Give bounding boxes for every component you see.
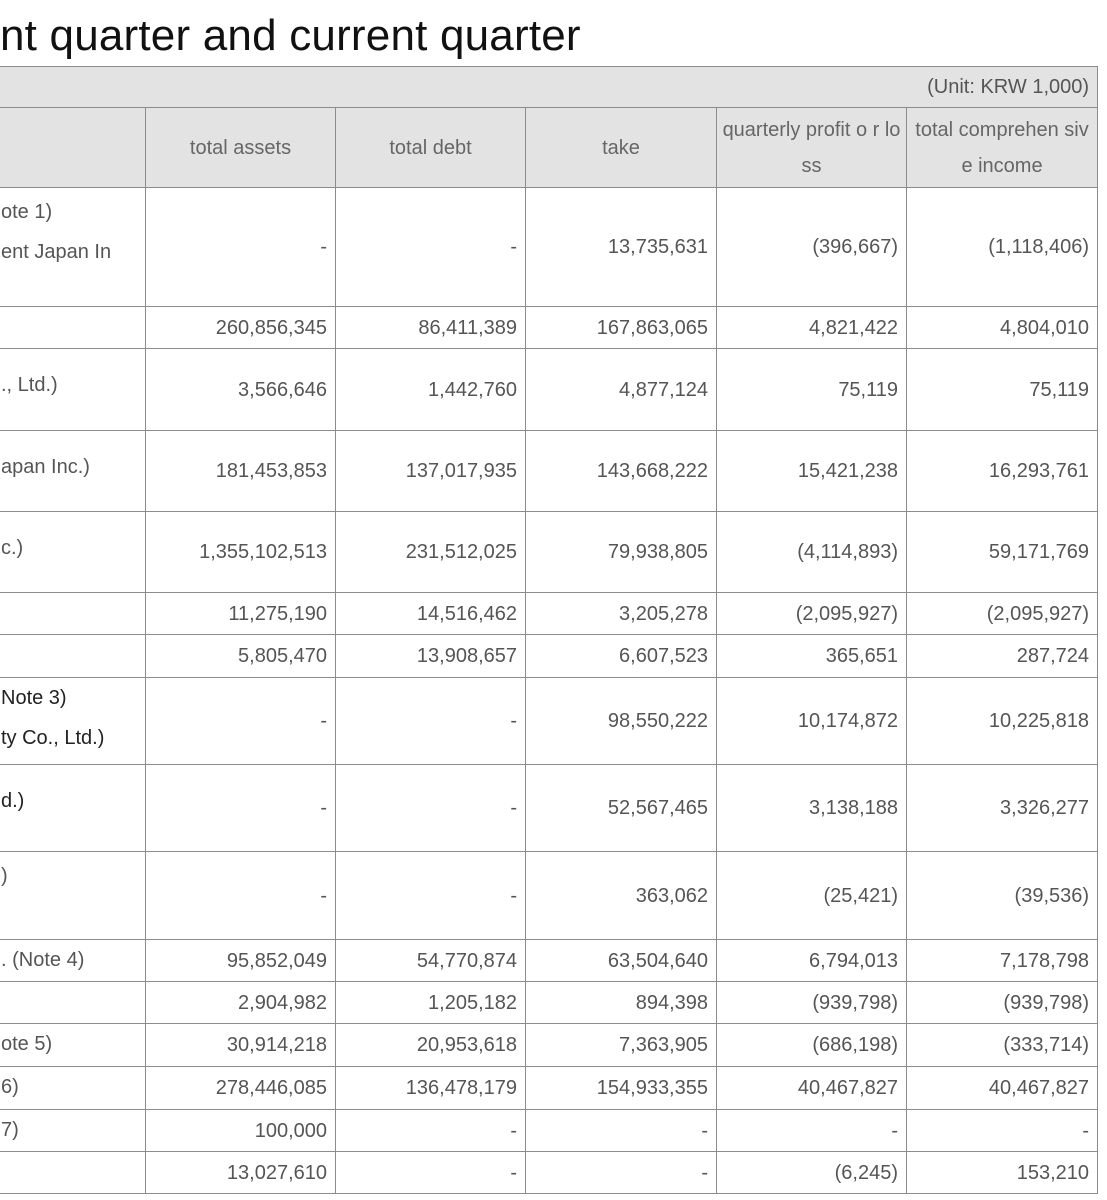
profit-cell: 3,138,188	[717, 765, 907, 852]
company-name-cell	[0, 982, 146, 1024]
financial-table	[0, 66, 1098, 1194]
profit-cell: 40,467,827	[717, 1067, 907, 1110]
header-name	[0, 108, 146, 188]
table-row	[0, 982, 1098, 1024]
profit-cell: (396,667)	[717, 188, 907, 307]
company-name-cell: ., Ltd.)	[0, 349, 146, 431]
take-cell: 6,607,523	[526, 635, 717, 678]
table-row	[0, 678, 1098, 765]
comprehensive-income-cell: 16,293,761	[907, 431, 1098, 512]
total-assets-cell: -	[146, 765, 336, 852]
table-row	[0, 512, 1098, 593]
table-row	[0, 765, 1098, 852]
total-assets-cell: 260,856,345	[146, 307, 336, 349]
comprehensive-income-cell: 287,724	[907, 635, 1098, 678]
total-debt-cell: 136,478,179	[336, 1067, 526, 1110]
total-assets-cell: 11,275,190	[146, 593, 336, 635]
profit-cell: (939,798)	[717, 982, 907, 1024]
company-name-cell	[0, 1152, 146, 1194]
comprehensive-income-cell: (939,798)	[907, 982, 1098, 1024]
total-debt-cell: -	[336, 1110, 526, 1152]
take-cell: 154,933,355	[526, 1067, 717, 1110]
comprehensive-income-cell: 10,225,818	[907, 678, 1098, 765]
total-debt-cell: 1,442,760	[336, 349, 526, 431]
table-row	[0, 1152, 1098, 1194]
total-assets-cell: 1,355,102,513	[146, 512, 336, 593]
company-name-cell: c.)	[0, 512, 146, 593]
company-name-cell: d.)	[0, 765, 146, 852]
company-name-cell: 7)	[0, 1110, 146, 1152]
company-name-cell: . (Note 4)	[0, 940, 146, 982]
take-cell: 363,062	[526, 852, 717, 940]
table-row	[0, 852, 1098, 940]
total-debt-cell: 1,205,182	[336, 982, 526, 1024]
total-assets-cell: 278,446,085	[146, 1067, 336, 1110]
company-name-cell: apan Inc.)	[0, 431, 146, 512]
take-cell: 98,550,222	[526, 678, 717, 765]
table-row	[0, 307, 1098, 349]
profit-cell: (2,095,927)	[717, 593, 907, 635]
total-assets-cell: -	[146, 678, 336, 765]
company-name-cell: 6)	[0, 1067, 146, 1110]
comprehensive-income-cell: 40,467,827	[907, 1067, 1098, 1110]
header-take: take	[526, 108, 717, 188]
header-total-assets: total assets	[146, 108, 336, 188]
take-cell: 52,567,465	[526, 765, 717, 852]
profit-cell: 6,794,013	[717, 940, 907, 982]
company-name-cell	[0, 593, 146, 635]
unit-row	[0, 67, 1098, 108]
profit-cell: 75,119	[717, 349, 907, 431]
take-cell: 79,938,805	[526, 512, 717, 593]
company-name-cell: Note 3) ty Co., Ltd.)	[0, 678, 146, 765]
comprehensive-income-cell: 153,210	[907, 1152, 1098, 1194]
total-assets-cell: 13,027,610	[146, 1152, 336, 1194]
profit-cell: (25,421)	[717, 852, 907, 940]
take-cell: 13,735,631	[526, 188, 717, 307]
header-row	[0, 108, 1098, 188]
profit-cell: (4,114,893)	[717, 512, 907, 593]
total-debt-cell: -	[336, 188, 526, 307]
total-debt-cell: 20,953,618	[336, 1024, 526, 1067]
total-assets-cell: 181,453,853	[146, 431, 336, 512]
profit-cell: (6,245)	[717, 1152, 907, 1194]
total-debt-cell: 86,411,389	[336, 307, 526, 349]
header-quarterly-profit: quarterly profit o r loss	[717, 108, 907, 188]
header-total-debt: total debt	[336, 108, 526, 188]
company-name-cell: ote 1) ent Japan In	[0, 188, 146, 307]
comprehensive-income-cell: (39,536)	[907, 852, 1098, 940]
total-debt-cell: 14,516,462	[336, 593, 526, 635]
profit-cell: 10,174,872	[717, 678, 907, 765]
total-assets-cell: 100,000	[146, 1110, 336, 1152]
total-assets-cell: 5,805,470	[146, 635, 336, 678]
take-cell: 167,863,065	[526, 307, 717, 349]
total-assets-cell: 3,566,646	[146, 349, 336, 431]
total-assets-cell: 2,904,982	[146, 982, 336, 1024]
header-total-comprehensive-income: total comprehen sive income	[907, 108, 1098, 188]
table-row	[0, 593, 1098, 635]
total-debt-cell: 54,770,874	[336, 940, 526, 982]
comprehensive-income-cell: 3,326,277	[907, 765, 1098, 852]
total-assets-cell: 95,852,049	[146, 940, 336, 982]
take-cell: -	[526, 1110, 717, 1152]
comprehensive-income-cell: 4,804,010	[907, 307, 1098, 349]
profit-cell: (686,198)	[717, 1024, 907, 1067]
comprehensive-income-cell: 7,178,798	[907, 940, 1098, 982]
comprehensive-income-cell: (2,095,927)	[907, 593, 1098, 635]
total-debt-cell: -	[336, 678, 526, 765]
unit-label: (Unit: KRW 1,000)	[0, 67, 1098, 108]
profit-cell: 4,821,422	[717, 307, 907, 349]
page-title: nt quarter and current quarter	[0, 11, 581, 60]
take-cell: 894,398	[526, 982, 717, 1024]
take-cell: 63,504,640	[526, 940, 717, 982]
comprehensive-income-cell: 75,119	[907, 349, 1098, 431]
comprehensive-income-cell: (333,714)	[907, 1024, 1098, 1067]
table-row	[0, 635, 1098, 678]
table-row	[0, 1110, 1098, 1152]
company-name-cell: ote 5)	[0, 1024, 146, 1067]
total-debt-cell: 13,908,657	[336, 635, 526, 678]
table-row	[0, 188, 1098, 307]
table-row	[0, 1067, 1098, 1110]
company-name-cell: )	[0, 852, 146, 940]
take-cell: 3,205,278	[526, 593, 717, 635]
total-debt-cell: 231,512,025	[336, 512, 526, 593]
total-debt-cell: -	[336, 852, 526, 940]
profit-cell: 15,421,238	[717, 431, 907, 512]
total-assets-cell: 30,914,218	[146, 1024, 336, 1067]
take-cell: 143,668,222	[526, 431, 717, 512]
company-name-cell	[0, 635, 146, 678]
total-debt-cell: -	[336, 765, 526, 852]
company-name-cell	[0, 307, 146, 349]
table-row	[0, 940, 1098, 982]
table-row	[0, 431, 1098, 512]
comprehensive-income-cell: 59,171,769	[907, 512, 1098, 593]
total-assets-cell: -	[146, 852, 336, 940]
profit-cell: 365,651	[717, 635, 907, 678]
take-cell: -	[526, 1152, 717, 1194]
profit-cell: -	[717, 1110, 907, 1152]
total-assets-cell: -	[146, 188, 336, 307]
total-debt-cell: -	[336, 1152, 526, 1194]
table-row	[0, 1024, 1098, 1067]
comprehensive-income-cell: (1,118,406)	[907, 188, 1098, 307]
table-row	[0, 349, 1098, 431]
take-cell: 4,877,124	[526, 349, 717, 431]
total-debt-cell: 137,017,935	[336, 431, 526, 512]
comprehensive-income-cell: -	[907, 1110, 1098, 1152]
take-cell: 7,363,905	[526, 1024, 717, 1067]
